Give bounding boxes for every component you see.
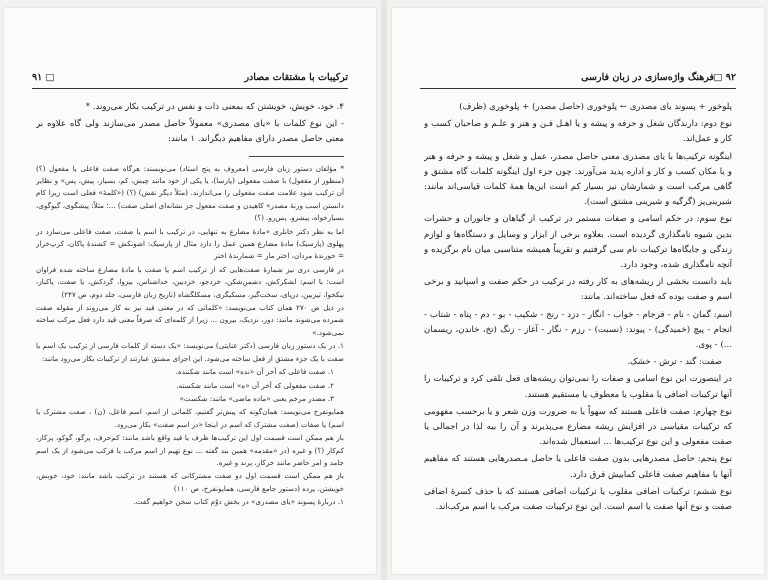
left-page-header [32,70,348,89]
paragraph: نوع ششم: ترکیبات اضافی مقلوب یا ترکیبات اضافی هستند که با حذف کسرهٔ اضافی صفت و نوع آنها صفت یا اسم است. این نوع ترکیبات صفت مرکب یا اسم مرکب‌اند. [424,486,732,513]
left-page [4,8,376,574]
footnote: بار هم ممکن است قسمت اول این ترکیب‌ها ظرف یا قید واقع باشد مانند: کم‌حرف، پرگو، گوکو، پرکار، کم‌کار (؟) و غیره (در «مقدمه» همین بند گفته ... نوع تهیم از اسم مرکب یا فرکب می‌شود از یک اسم جامد و امر حاضر مانند خرکار، پرند و غیره. [36,433,344,467]
main-paragraph: ۴. خود، خویش، خویشتن که بمعنی ذات و نفس در ترکیب بکار می‌روند. * [85,102,344,112]
right-page-body [424,100,732,560]
footnote: ۱. در یک دستور زبان فارسی (دکتر عنایتی) می‌نویسد: «یک دسته از کلمات فارسی از ترکیب یک اسم یا صفت با یک جزء مشتق از فعل ساخته می‌شود. این اجزای مشتق عبارتند از ترکیبات بکار می‌رود مانند: [36,341,344,363]
footnote: باز هم ممکن است قسمت اول دو صفت مشترکانی که هستند در ترکیب باشد مانند: خود، خویش، خویشتن، پرده (دستور جامع فارسی، همایونفرخ، ص ۱۱۰) [36,471,344,493]
right-header-title: فرهنگ واژه‌سازی در زبان فارسی [581,72,714,83]
paragraph: نوع سوم: در حکم اسامی و صفات مستمر در ترکیب از گیاهان و جانوران و حشرات بدین شیوه نامگذاری گردیده است. بعلاوه برخی از ابزار و وسایل و دستگاه‌ها و لوازم زندگی و جایگاه‌ها ترکیبات نام سی گرفتیم و تقریباً همیشه متناسبی میان نام برگزیده و آنچه نامگذاری شده، وجود دارد. [424,214,732,271]
footnote: اما به نظر دکتر خانلری «مادهٔ مضارع به تنهایی، در ترکیب با اسم یا صفت، صفت فاعلی می‌سازد در پهلوی (پارسیک) مادهٔ مضارع همین عمل را دارد مثال از پارسیک: اشونکش = کشندهٔ پاکان، کرپ‌خرار = خورندهٔ مردان، اختر مار = شمارندهٔ اختر [36,226,344,261]
footnote: * مؤلفان دستور زبان فارسی (معروف به پنج استاد) می‌نویسند: هرگاه صفت فاعلی یا مفعول (؟) (منظور از مفعول) با صفت مفعولی (پارسا)، یا یکی از خود مانند چیش، کم، بسیار، پیش، پس» و نظایر آن ترکیب شود علامت صفت مفعولی را می‌اندازند. (مثلاً دیگر نقش) (؟) («کلمهٔ» فعلی است زیرا کام دانستن اسب ورنهٔ مصدر» کاهیدن و صفت مفعول جز نشانه‌ای اصلی صفت) ...؛ مثلاً: پیشگوی، گیوگوی، بسیارخواه، پیشرو، پس‌رو. (؟) [36,163,344,223]
paragraph: نوع پنجم: حاصل مصدرهایی بدون صفت فاعلی یا حاصل مـصدرهایی هستند که مفاهیم آنها با مفاهیم صفت فاعلی کمابیش فرق دارد. [424,454,732,480]
paragraph: اسم: گمان - نام - فرجام - خواب - انگار - دزد - رنج - شکیب - بو - دم - پناه - شتاب - انجام - پیچ (خمیدگی) - پیوند: (نسبت) - رزم - نگار - آغاز - زنگ (تخ، خاندن، ریسمان ...) - پوی. [424,309,732,351]
paragraph: در اینصورت این نوع اسامی و صفات را نمی‌توان ریشه‌های فعل تلقی کرد و ترکیبات را آنها ترکیبات اضافی یا مقلوب یا معطوف یا مستقیم هستند. [424,374,732,400]
footnote: در فارسی دری نیز شمارهٔ صفت‌هایی که از ترکیب اسم یا صفت با مادهٔ مضارع ساخته شده فراوان است؛ با اسم: لشکرکش، دشمن‌شکن، خردجو، خردبین، خداشناس، بیزوا، گردکش، یا صفت، پاکباز، نیکخوا، تیزبین، درپای، سخت‌گیر، مسکیگری، مسکلگشاه (تاریخ زبان فارسی، جلد دوم، ص ۲۴۷) [36,264,344,299]
footnote: همایونفرخ می‌نویسد: همان‌گونه که پیش‌تر گفتیم، کلماتی از اسم، اسم فاعل، (ن) ، صفت مشترک یا اسم) یا صفات (صفت مشترک که اسم در اینجا «در اسم صفت» بکار می‌رود. [36,407,344,429]
book-gutter [381,0,387,580]
right-page-header [420,70,736,89]
right-page [392,8,764,574]
left-header-title: ترکیبات با مشتقات مصادر [244,72,348,83]
paragraph: پلوخور + پسوند یای مصدری ← پلوخوری (حاصل مصدر) + پلوخوری (ظرف) [459,102,732,112]
right-page-number: ۹۲ □ [713,72,736,83]
paragraph: صفت: گند - ترش - خشک. [627,357,722,368]
paragraph: نوع چهارم: صفت فاعلی هستند که سهواً یا به ضرورت وزن شعر و یا برحسب مفهومی که ترکیبات مقیاسی در افزایش ریشه مضارع می‌پذیرند و آن را بیه لذا در اجمالی یا صفت مفعولی و این نوع ترکیب‌ها ... استعمال شده‌اند. [424,406,732,448]
footnote-list-item: ۱. صفت فاعلی که آخر آن «نده» است مانند شکننده. [175,367,334,377]
left-page-number: □ ۹۱ [32,72,55,83]
footnote: ۱. دربارهٔ پسوند «یای مصدری» در بخش دوّم کتاب سخن خواهیم گفت. [133,497,344,507]
paragraph: باید دانست بخشی از ریشه‌های به کار رفته در ترکیب در حکم صفت و اسپانید و برخی اسم و صفت بوده که فعل ساخته‌اند. مانند: [424,277,732,303]
footnote: در ذیل ص ۲۷۰ همان کتاب می‌نویسد: «کلماتی که در معنی قید نیز به کار می‌روند از مقوله صفت شمرده می‌شوند مانند: دور، نزدیک، بیرون ... زیرا از کلمه‌ای که صرفاً معنی قید دارد فعل مرکب ساخته نمی‌شود.» [36,303,344,337]
main-paragraph: - این نوع کلمات با «یای مصدری» معمولاً حاصل مصدر می‌سازند ولی گاه علاوه بر معنی حاصل مصدر دارای مفاهیم دیگراند. ۱ مانند: [36,119,344,145]
footnote-list-item: ۳. مصدر مرخم یعنی «ماده ماضی» مانند: شکست» [179,393,334,403]
paragraph: نوع دوم: دارندگان شغل و حرفه و پیشه و یا اهـل فـن و هنر و علـم و صاحبان کسب و کار و عمل‌اند. [424,119,732,145]
footnote-list-item: ۲. صفت مفعولی که آخر آن «ه» است مانند شکسته. [176,380,334,390]
paragraph: اینگونه ترکیب‌ها با یای مصدری معنی حاصل مصدر، عمل و شغل و پیشه و حرفه و هنر و یا مکان کسب و کار و اداره پدید می‌آورند. چون جزء اول اینگونه کلمات گاه مشتق و گاهی مرکب است و شمارشان نیز بسیار کم است این‌ها همهٔ کلمات قیاسی‌اند مانند: شیرینی‌پز (گرگیه و شیرینی مشتق است). [424,151,732,208]
left-page-body [36,100,344,560]
footnote-rule [249,156,344,157]
